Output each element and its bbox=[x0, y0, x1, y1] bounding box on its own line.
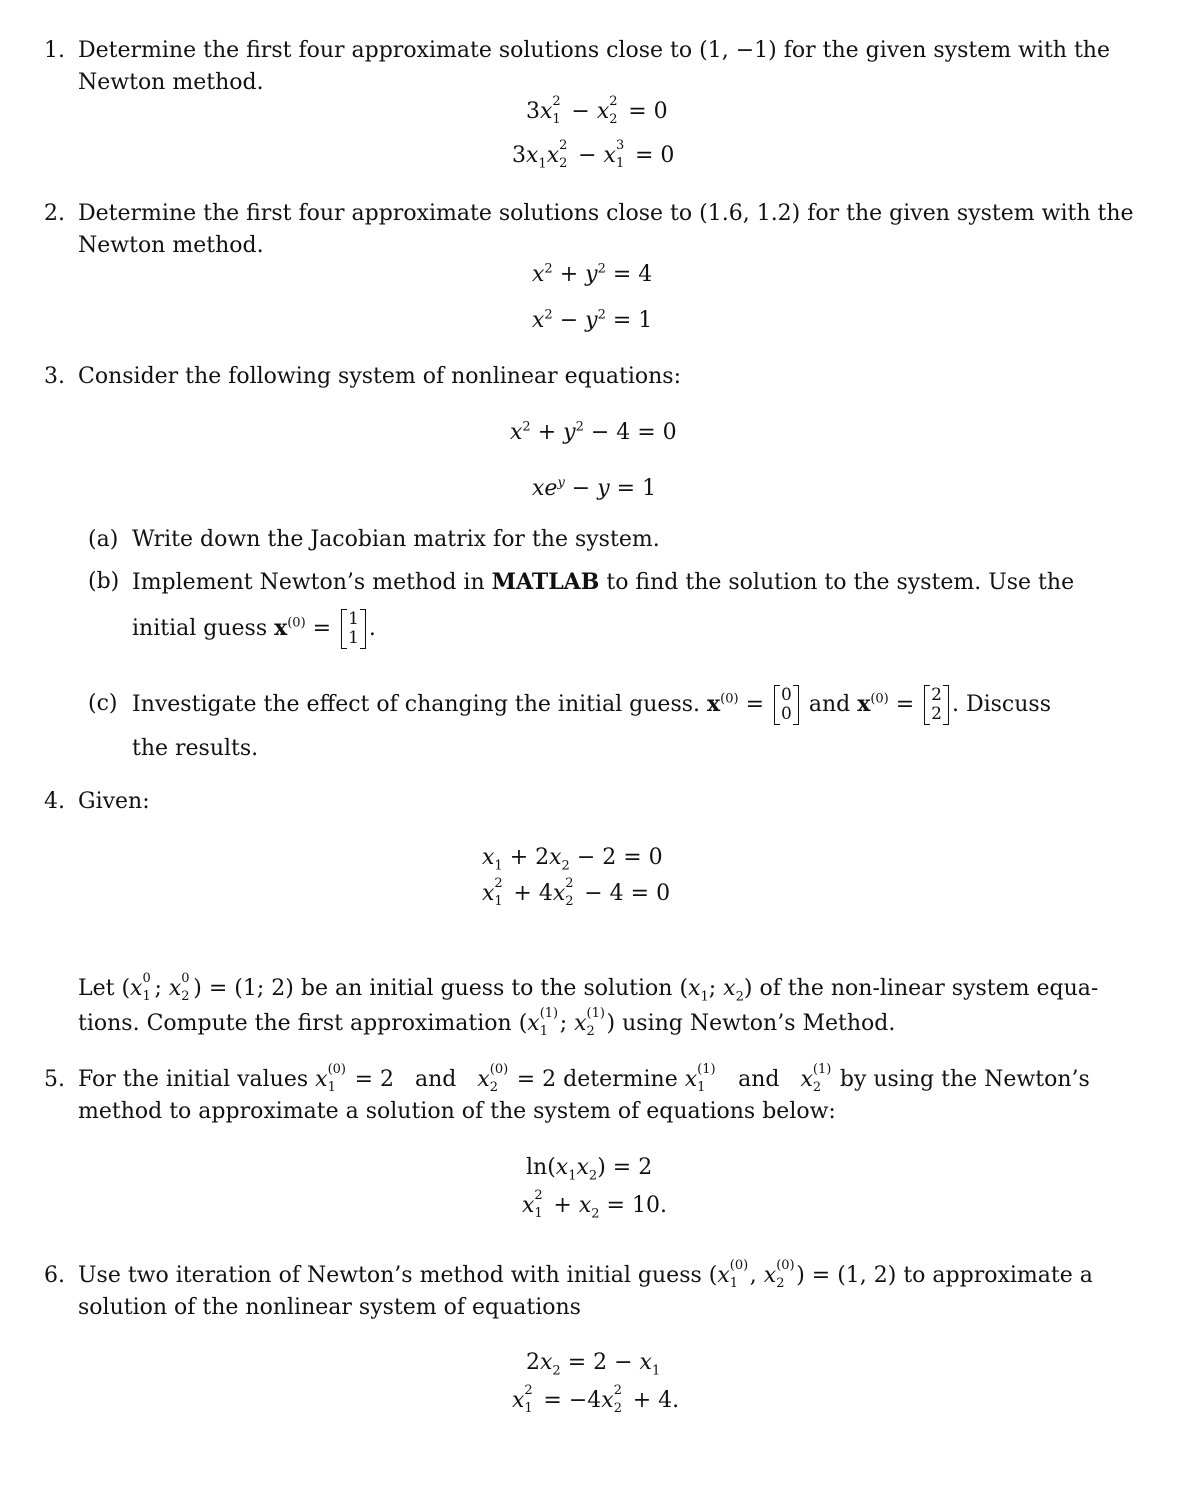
problem-4-equation-1: $x_1 + 2x_2 - 2 = 0$ bbox=[482, 845, 663, 874]
problem-5-equation-2: x 2 1 + $x_2 = 10$. bbox=[522, 1188, 667, 1222]
problem-1-equation-1: 3x 2 1 − x 2 2 = 0 bbox=[526, 94, 668, 127]
problem-5-equation-1: $\ln(x_1x_2) = 2$ bbox=[526, 1155, 653, 1184]
problem-2-equation-2: $x^2 - y^2 = 1$ bbox=[532, 307, 653, 333]
problem-1-line-2: Newton method. bbox=[78, 70, 264, 95]
problem-1-equation-2: $3x_1x$ 2 2 − x 3 1 = 0 bbox=[512, 138, 675, 172]
problem-5-line-1: For the initial values x (0) 1 = 2 and x (0) 2 = 2 determine x (1) 1 and x (1) 2 by using the Newton’s bbox=[78, 1062, 1090, 1095]
problem-6-number: 6. bbox=[44, 1263, 65, 1288]
problem-1-number: 1. bbox=[44, 38, 65, 63]
problem-5-line-2: method to approximate a solution of the system of equations below: bbox=[78, 1099, 836, 1124]
problem-5-number: 5. bbox=[44, 1067, 65, 1092]
problem-3a-label: (a) bbox=[88, 527, 119, 552]
problem-3-equation-1: $x^2 + y^2 - 4 = 0$ bbox=[510, 419, 677, 445]
problem-4-number: 4. bbox=[44, 789, 65, 814]
problem-4-line-2: Let (x 0 1 ; x 0 2 ) = (1; 2) be an initial guess to the solution ($x_1$; $x_2$) of the non-linear system equa- bbox=[78, 971, 1099, 1005]
matlab-text: MATLAB bbox=[491, 569, 600, 595]
problem-6-line-2: solution of the nonlinear system of equations bbox=[78, 1295, 581, 1320]
problem-3b-line-2: initial guess $x^{(0)}$ = 1 1 . bbox=[132, 609, 376, 648]
problem-3c-line-2: the results. bbox=[132, 736, 259, 761]
problem-3-line-1: Consider the following system of nonlinear equations: bbox=[78, 364, 681, 389]
problem-2-equation-1: $x^2 + y^2 = 4$ bbox=[532, 261, 653, 287]
problem-6-equation-2: x 2 1 = −4x 2 2 + 4. bbox=[512, 1383, 680, 1416]
problem-3a-text: Write down the Jacobian matrix for the system. bbox=[132, 527, 660, 552]
problem-3c-label: (c) bbox=[88, 691, 118, 716]
problem-3-equation-2: $xe^y - y = 1$ bbox=[532, 475, 657, 501]
problem-6-line-1: Use two iteration of Newton’s method with initial guess (x (0) 1 , x (0) 2 ) = (1, 2) to approximate a bbox=[78, 1258, 1093, 1291]
initial-guess-matrix-zero: 0 0 bbox=[774, 686, 799, 724]
problem-3b-line-1: Implement Newton’s method in MATLAB to find the solution to the system. Use the bbox=[132, 569, 1075, 595]
problem-2-line-1: Determine the first four approximate solutions close to (1.6, 1.2) for the given system with the bbox=[78, 201, 1134, 226]
initial-guess-matrix-two: 2 2 bbox=[924, 686, 949, 724]
problem-4-line-1: Given: bbox=[78, 789, 150, 814]
problem-6-equation-1: $2x_2 = 2 - x_1$ bbox=[526, 1350, 661, 1379]
problem-4-line-3: tions. Compute the first approximation (x (1) 1 ; x (1) 2 ) using Newton’s Method. bbox=[78, 1006, 896, 1039]
problem-1-line-1: Determine the first four approximate solutions close to (1, −1) for the given system with the bbox=[78, 38, 1110, 63]
initial-guess-matrix: 1 1 bbox=[341, 610, 366, 648]
problem-3-number: 3. bbox=[44, 364, 65, 389]
problem-4-equation-2: x 2 1 + 4x 2 2 − 4 = 0 bbox=[482, 876, 671, 909]
problem-2-line-2: Newton method. bbox=[78, 233, 264, 258]
problem-3c-line-1: Investigate the effect of changing the initial guess. $x^{(0)}$ = 0 0 and $x^{(0)}$ = 2 2 . Discuss bbox=[132, 685, 1052, 724]
problem-2-number: 2. bbox=[44, 201, 65, 226]
problem-3b-label: (b) bbox=[88, 569, 120, 594]
